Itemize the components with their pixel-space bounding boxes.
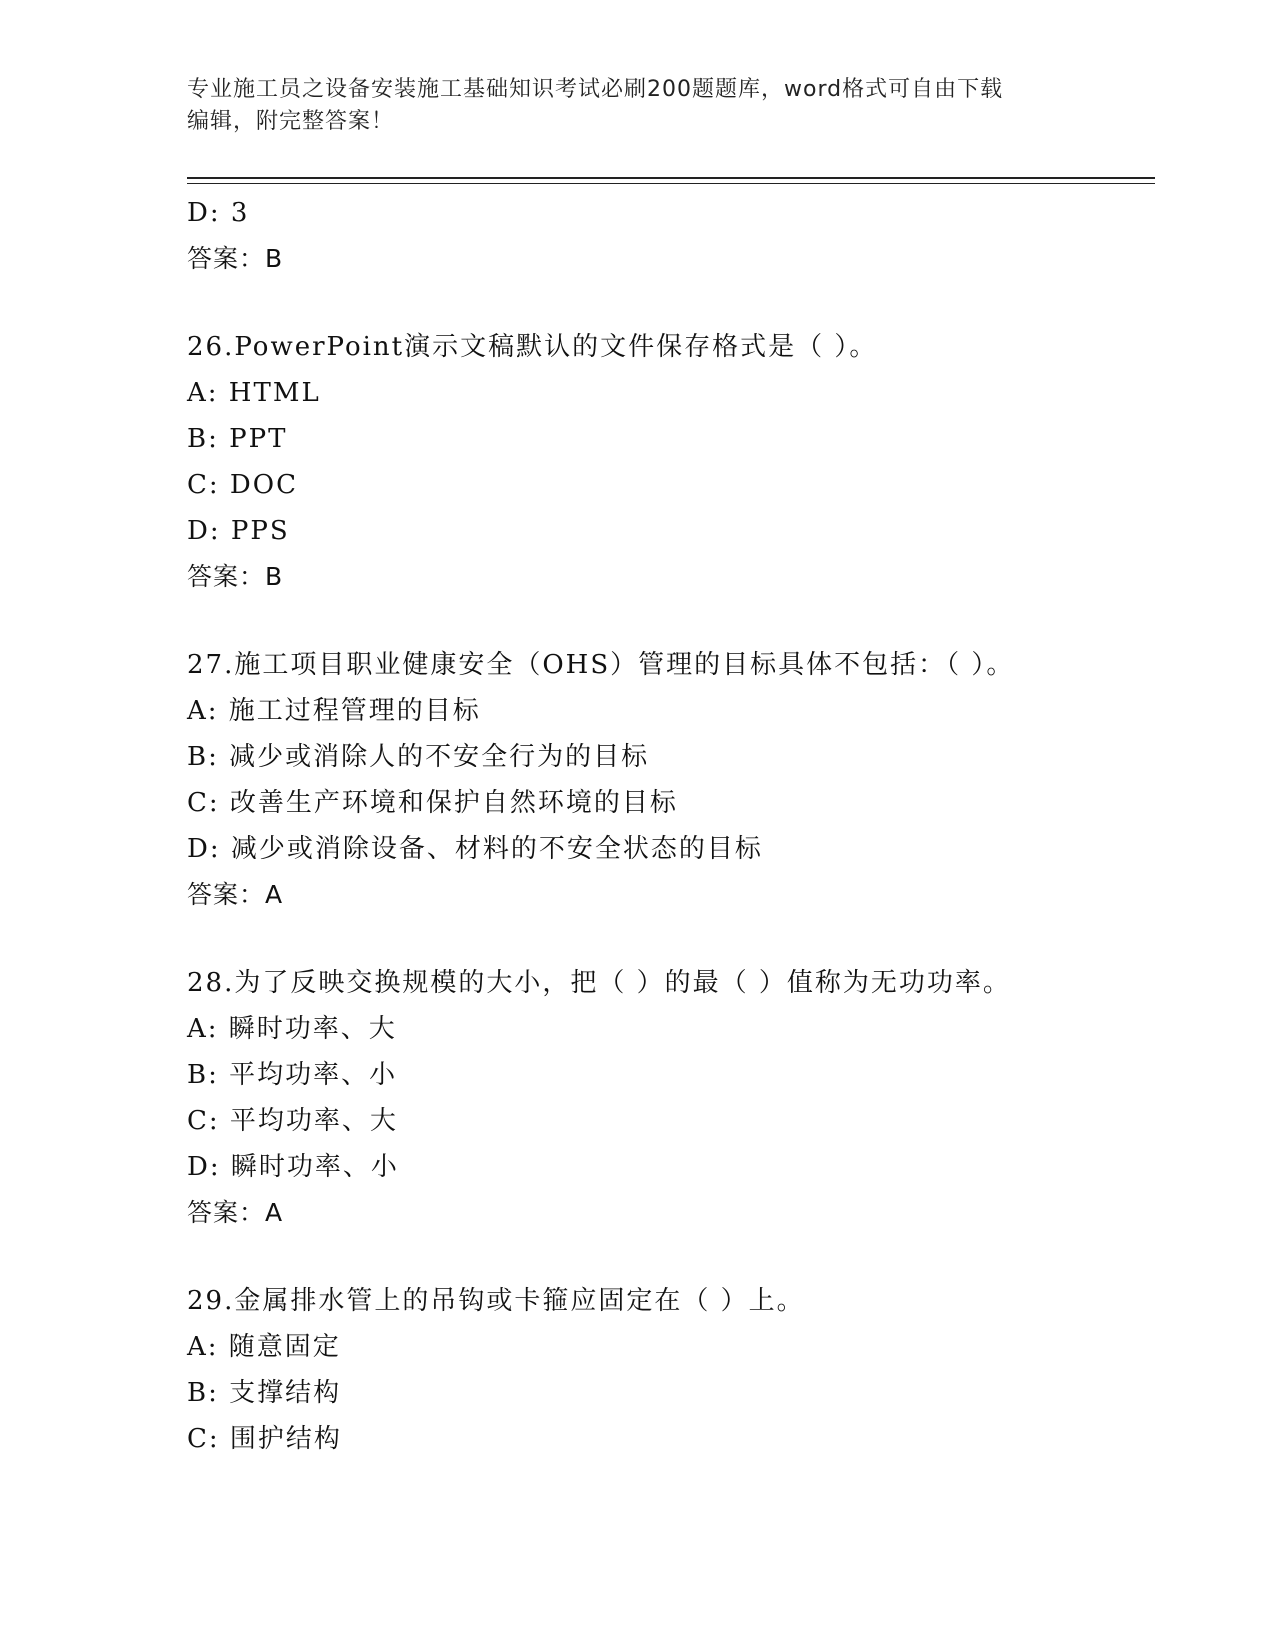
- question-stem: 26.PowerPoint演示文稿默认的文件保存格式是（ ）。: [187, 332, 878, 362]
- question-stem: 28.为了反映交换规模的大小，把（ ）的最（ ）值称为无功功率。: [187, 968, 1011, 998]
- spacer: [187, 282, 1155, 324]
- document-header: [187, 74, 1087, 138]
- header-title-line-2: 编辑，附完整答案！: [187, 109, 395, 134]
- previous-question-tail: [187, 190, 1155, 282]
- option-c: C: 改善生产环境和保护自然环境的目标: [187, 788, 678, 818]
- option-b: B: 平均功率、小: [187, 1060, 398, 1090]
- answer-line: 答案：B: [187, 562, 284, 591]
- header-title-line-1: 专业施工员之设备安装施工基础知识考试必刷200题题库，word格式可自由下载: [187, 77, 1004, 102]
- header-divider-thin: [187, 183, 1155, 184]
- option-d: D: 瞬时功率、小: [187, 1152, 399, 1182]
- answer-line: 答案：A: [187, 1198, 284, 1227]
- option-b: B: 减少或消除人的不安全行为的目标: [187, 742, 650, 772]
- spacer: [187, 918, 1155, 960]
- spacer: [187, 600, 1155, 642]
- header-divider-thick: [187, 177, 1155, 179]
- option-d: D: PPS: [187, 516, 290, 546]
- option-a: A: HTML: [187, 378, 321, 408]
- question-27: [187, 642, 1155, 918]
- option-a: A: 随意固定: [187, 1332, 341, 1362]
- question-29: [187, 1278, 1155, 1462]
- option-d: D: 3: [187, 198, 250, 228]
- question-28: [187, 960, 1155, 1236]
- option-b: B: PPT: [187, 424, 288, 454]
- option-a: A: 施工过程管理的目标: [187, 696, 481, 726]
- question-26: [187, 324, 1155, 600]
- option-c: C: 平均功率、大: [187, 1106, 398, 1136]
- answer-line: 答案：B: [187, 244, 284, 273]
- question-stem: 29.金属排水管上的吊钩或卡箍应固定在（ ）上。: [187, 1286, 805, 1316]
- spacer: [187, 1236, 1155, 1278]
- option-b: B: 支撑结构: [187, 1378, 342, 1408]
- option-d: D: 减少或消除设备、材料的不安全状态的目标: [187, 834, 763, 864]
- question-list: [187, 190, 1155, 1462]
- option-c: C: DOC: [187, 470, 298, 500]
- answer-line: 答案：A: [187, 880, 284, 909]
- option-a: A: 瞬时功率、大: [187, 1014, 397, 1044]
- question-stem: 27.施工项目职业健康安全（OHS）管理的目标具体不包括：（ ）。: [187, 650, 1015, 680]
- option-c: C: 围护结构: [187, 1424, 342, 1454]
